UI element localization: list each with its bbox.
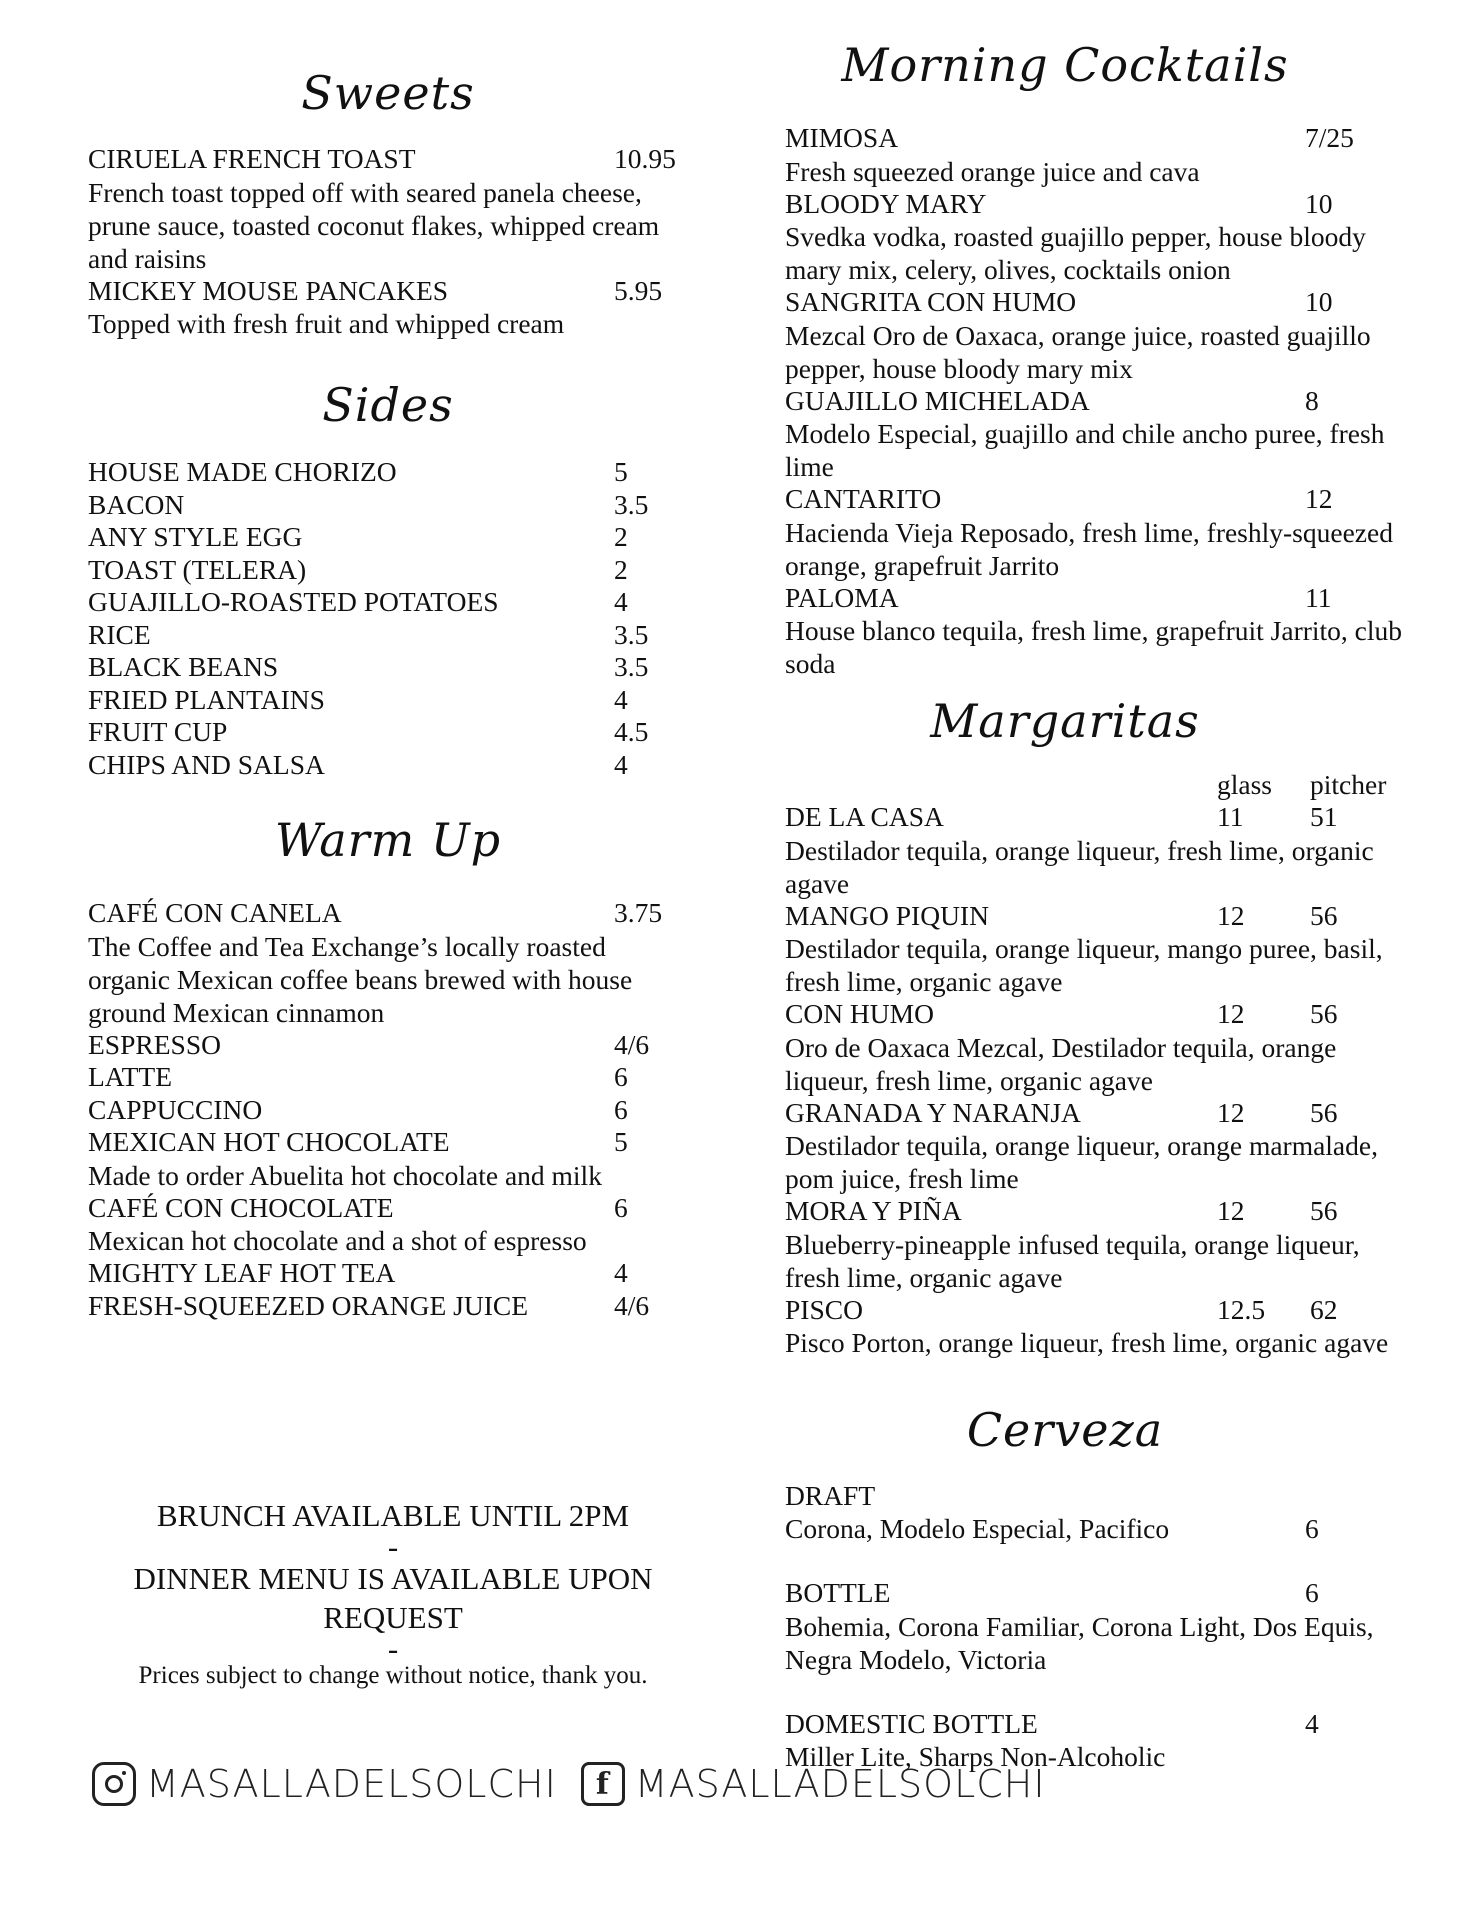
item-price: 6 — [614, 1093, 628, 1125]
item-price: 2 — [614, 521, 628, 552]
item-price: 3.5 — [614, 651, 649, 682]
margarita-item — [785, 1294, 1405, 1360]
margarita-row — [785, 1097, 1405, 1130]
cerveza-section — [785, 1480, 1405, 1773]
item-name: CHIPS AND SALSA — [88, 748, 325, 780]
sides-title: Sides — [322, 378, 454, 432]
side-row — [88, 521, 688, 554]
price-disclaimer: Prices subject to change without notice, thank you. — [138, 1662, 648, 1689]
item-name: BACON — [88, 488, 185, 520]
item-description: Corona, Modelo Especial, Pacifico — [785, 1512, 1170, 1544]
cocktail-row — [785, 582, 1405, 615]
item-name: FRUIT CUP — [88, 716, 228, 747]
side-item — [88, 619, 688, 652]
cocktail-row — [785, 483, 1405, 516]
cocktail-item — [785, 188, 1405, 287]
item-price: 5 — [614, 456, 628, 487]
item-price: 6 — [1305, 1512, 1319, 1544]
item-name: DE LA CASA — [785, 801, 944, 832]
item-price: 7/25 — [1305, 122, 1354, 153]
item-name: CAPPUCCINO — [88, 1093, 263, 1125]
side-item — [88, 749, 688, 782]
item-price: 3.5 — [614, 618, 649, 650]
item-price: 4 — [614, 586, 628, 617]
item-description: Topped with fresh fruit and whipped cream — [88, 308, 565, 339]
pitcher-price: 62 — [1310, 1293, 1338, 1325]
item-name: GUAJILLO-ROASTED POTATOES — [88, 586, 499, 617]
pitcher-price: 56 — [1310, 1195, 1338, 1226]
item-price: 3.5 — [614, 488, 649, 520]
side-item — [88, 651, 688, 684]
menu-item-ciruela-french-toast — [88, 143, 688, 275]
side-row — [88, 651, 688, 684]
item-name: CON HUMO — [785, 998, 934, 1029]
item-price: 4.5 — [614, 716, 649, 747]
menu-item-mexican-hot-chocolate — [88, 1126, 688, 1192]
item-name: BOTTLE — [785, 1577, 891, 1608]
margarita-item — [785, 900, 1405, 999]
menu-item-mighty-leaf-hot-tea — [88, 1257, 688, 1290]
item-name: LATTE — [88, 1061, 173, 1092]
item-name: TOAST (TELERA) — [88, 553, 307, 585]
pitcher-column-header: pitcher — [1310, 769, 1387, 800]
instagram-icon[interactable] — [92, 1762, 136, 1806]
margaritas-title: Margaritas — [930, 694, 1200, 748]
item-description: The Coffee and Tea Exchange’s locally roasted organic Mexican coffee beans brewed with house ground Mexican cinnamon — [88, 930, 633, 1028]
item-name: BLACK BEANS — [88, 651, 279, 682]
side-row — [88, 749, 688, 782]
item-description: Mexican hot chocolate and a shot of espresso — [88, 1225, 587, 1256]
item-price: 8 — [1305, 384, 1319, 416]
side-item — [88, 684, 688, 717]
item-price: 6 — [1305, 1577, 1319, 1608]
item-description: Fresh squeezed orange juice and cava — [785, 155, 1200, 187]
notice-divider: - — [387, 1529, 399, 1564]
margarita-item — [785, 1195, 1405, 1294]
side-item — [88, 489, 688, 522]
glass-price: 12 — [1217, 899, 1245, 931]
item-description: Bohemia, Corona Familiar, Corona Light, Dos Equis, Negra Modelo, Victoria — [785, 1610, 1374, 1675]
pitcher-price: 56 — [1310, 1096, 1338, 1128]
beer-draft — [785, 1480, 1405, 1545]
item-name: CIRUELA FRENCH TOAST — [88, 143, 416, 174]
cocktail-item — [785, 385, 1405, 484]
item-price: 6 — [614, 1191, 628, 1223]
item-price: 4/6 — [614, 1289, 650, 1321]
cocktail-row — [785, 188, 1405, 221]
cocktail-row — [785, 122, 1405, 155]
instagram-handle[interactable]: MASALLADELSOLCHI — [146, 1762, 557, 1806]
item-description: Blueberry-pineapple infused tequila, orange liqueur, fresh lime, organic agave — [785, 1228, 1360, 1293]
margarita-row — [785, 998, 1405, 1031]
morning-cocktails-section — [785, 122, 1405, 680]
item-description: Made to order Abuelita hot chocolate and milk — [88, 1159, 602, 1191]
item-name: PISCO — [785, 1293, 863, 1325]
glass-price: 12 — [1217, 1195, 1245, 1226]
item-name: DOMESTIC BOTTLE — [785, 1707, 1038, 1739]
warm-up-section — [88, 897, 688, 1322]
item-name: CAFÉ CON CANELA — [88, 897, 342, 928]
item-name: MORA Y PIÑA — [785, 1195, 962, 1226]
side-item — [88, 716, 688, 749]
side-row — [88, 586, 688, 619]
menu-item-cappuccino — [88, 1094, 688, 1127]
glass-price: 12 — [1217, 1096, 1245, 1128]
item-name: HOUSE MADE CHORIZO — [88, 456, 397, 487]
item-description: Mezcal Oro de Oaxaca, orange juice, roasted guajillo pepper, house bloody mary mix — [785, 319, 1371, 384]
morning-cocktails-title: Morning Cocktails — [841, 38, 1289, 92]
item-price: 6 — [614, 1061, 628, 1092]
pitcher-price: 56 — [1310, 998, 1338, 1029]
item-description: Destilador tequila, orange liqueur, mango puree, basil, fresh lime, organic agave — [785, 933, 1383, 997]
item-price: 4 — [614, 683, 628, 715]
pitcher-price: 51 — [1310, 801, 1338, 832]
item-description: Modelo Especial, guajillo and chile ancho puree, fresh lime — [785, 418, 1385, 482]
side-row — [88, 456, 688, 489]
item-name: MEXICAN HOT CHOCOLATE — [88, 1126, 450, 1157]
item-description: Svedka vodka, roasted guajillo pepper, house bloody mary mix, celery, olives, cocktails onion — [785, 221, 1366, 285]
item-price: 5 — [614, 1126, 628, 1157]
item-price: 12 — [1305, 483, 1333, 514]
side-row — [88, 684, 688, 717]
item-name: ESPRESSO — [88, 1028, 221, 1060]
margarita-row — [785, 900, 1405, 933]
item-name: CANTARITO — [785, 483, 942, 514]
menu-item-cafe-con-canela — [88, 897, 688, 1029]
margarita-item — [785, 801, 1405, 900]
side-row — [88, 716, 688, 749]
margarita-row — [785, 801, 1405, 834]
glass-price: 11 — [1217, 801, 1244, 832]
item-name: PALOMA — [785, 581, 899, 613]
margarita-item — [785, 998, 1405, 1097]
side-item — [88, 554, 688, 587]
item-price: 10.95 — [614, 143, 676, 174]
brunch-hours: BRUNCH AVAILABLE UNTIL 2PM — [156, 1498, 630, 1533]
side-row — [88, 489, 688, 522]
item-name: CAFÉ CON CHOCOLATE — [88, 1191, 394, 1223]
side-item — [88, 521, 688, 554]
cerveza-title: Cerveza — [966, 1403, 1164, 1457]
cocktail-item — [785, 286, 1405, 385]
item-price: 11 — [1305, 581, 1332, 613]
glass-price: 12.5 — [1217, 1293, 1266, 1325]
item-description: House blanco tequila, fresh lime, grapefruit Jarrito, club soda — [785, 615, 1403, 679]
menu-item-cafe-con-chocolate — [88, 1192, 688, 1258]
glass-column-header: glass — [1217, 769, 1272, 800]
cocktail-row — [785, 385, 1405, 418]
warm-up-title: Warm Up — [274, 813, 502, 867]
item-name: MICKEY MOUSE PANCAKES — [88, 274, 449, 306]
item-name: ANY STYLE EGG — [88, 521, 303, 552]
item-price: 4 — [614, 1257, 628, 1288]
item-price: 2 — [614, 553, 628, 585]
cocktail-item — [785, 582, 1405, 681]
item-price: 5.95 — [614, 274, 663, 306]
margaritas-section — [785, 801, 1405, 1359]
menu-item-espresso — [88, 1029, 688, 1062]
item-name: GRANADA Y NARANJA — [785, 1096, 1081, 1128]
menu-item-mickey-mouse-pancakes — [88, 275, 688, 341]
side-row — [88, 554, 688, 587]
item-name: FRESH-SQUEEZED ORANGE JUICE — [88, 1289, 528, 1321]
menu-item-fresh-squeezed-orange-juice — [88, 1290, 688, 1323]
notice-block — [88, 1496, 698, 1691]
margarita-row — [785, 1195, 1405, 1228]
cocktail-item — [785, 122, 1405, 188]
item-description: Hacienda Vieja Reposado, fresh lime, freshly-squeezed orange, grapefruit Jarrito — [785, 516, 1393, 581]
beer-domestic-bottle — [785, 1708, 1405, 1774]
margarita-row — [785, 1294, 1405, 1327]
menu-item-latte — [88, 1061, 688, 1094]
side-item — [88, 586, 688, 619]
item-description: Destilador tequila, orange liqueur, orange marmalade, pom juice, fresh lime — [785, 1130, 1378, 1194]
glass-price: 12 — [1217, 998, 1245, 1029]
item-price: 4 — [614, 748, 628, 780]
side-item — [88, 456, 688, 489]
item-name: MANGO PIQUIN — [785, 899, 989, 931]
margarita-item — [785, 1097, 1405, 1196]
item-price: 4/6 — [614, 1028, 650, 1060]
item-name: RICE — [88, 618, 151, 650]
item-price: 3.75 — [614, 897, 663, 928]
item-price: 4 — [1305, 1707, 1319, 1739]
pitcher-price: 56 — [1310, 899, 1338, 931]
sides-section — [88, 456, 688, 781]
cocktail-row — [785, 286, 1405, 319]
item-name: BLOODY MARY — [785, 187, 987, 219]
item-name: MIMOSA — [785, 122, 899, 153]
sweets-section — [88, 143, 688, 340]
facebook-icon[interactable]: f — [581, 1762, 625, 1806]
cocktail-item — [785, 483, 1405, 582]
notice-divider: - — [387, 1631, 399, 1666]
dinner-menu-note: DINNER MENU IS AVAILABLE UPON REQUEST — [133, 1561, 653, 1635]
item-name: GUAJILLO MICHELADA — [785, 384, 1090, 416]
item-price: 10 — [1305, 187, 1333, 219]
item-name: SANGRITA CON HUMO — [785, 286, 1077, 317]
side-row — [88, 619, 688, 652]
sweets-title: Sweets — [301, 66, 475, 120]
facebook-handle[interactable]: MASALLADELSOLCHI — [634, 1762, 1046, 1806]
item-description: Oro de Oaxaca Mezcal, Destilador tequila, orange liqueur, fresh lime, organic agave — [785, 1031, 1337, 1096]
item-description: Destilador tequila, orange liqueur, fresh lime, organic agave — [785, 834, 1374, 899]
beer-bottle — [785, 1577, 1405, 1676]
item-description: French toast topped off with seared panela cheese, prune sauce, toasted coconut flakes, whipped cream and raisins — [88, 176, 660, 274]
item-name: MIGHTY LEAF HOT TEA — [88, 1257, 396, 1288]
item-description: Miller Lite, Sharps Non-Alcoholic — [785, 1741, 1166, 1772]
item-description: Pisco Porton, orange liqueur, fresh lime, organic agave — [785, 1327, 1389, 1358]
item-name: FRIED PLANTAINS — [88, 683, 325, 715]
item-price: 10 — [1305, 286, 1333, 317]
item-name: DRAFT — [785, 1480, 876, 1511]
